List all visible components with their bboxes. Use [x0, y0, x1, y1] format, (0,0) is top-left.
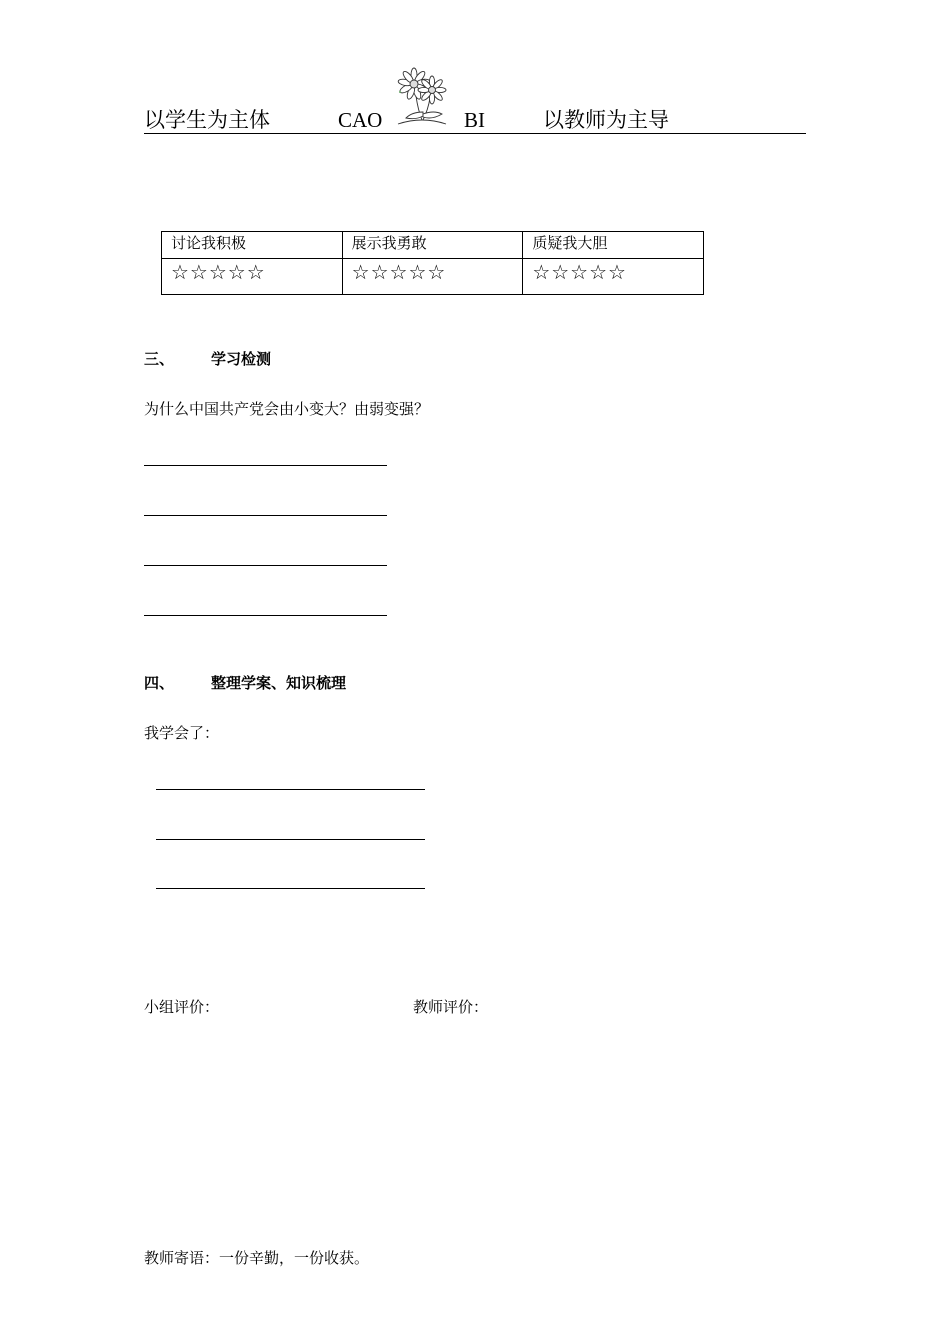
- header-rule: [144, 133, 806, 134]
- answer-line[interactable]: [144, 615, 387, 616]
- table-rating-row: [162, 259, 704, 295]
- answer-line[interactable]: [144, 465, 387, 466]
- answer-line[interactable]: [144, 515, 387, 516]
- teacher-evaluation-label: 教师评价：: [413, 998, 489, 1016]
- daisy-flower-icon: [392, 66, 452, 130]
- section-number: 四、: [144, 674, 175, 692]
- header-cao: CAO: [338, 108, 383, 132]
- star-rating[interactable]: ☆☆☆☆☆: [523, 259, 704, 295]
- header-bi: BI: [464, 108, 485, 132]
- answer-line[interactable]: [156, 888, 425, 889]
- header-right-motto: 以教师为主导: [543, 108, 669, 132]
- star-rating[interactable]: ☆☆☆☆☆: [342, 259, 523, 295]
- section-title: 整理学案、知识梳理: [211, 674, 347, 692]
- group-evaluation-label: 小组评价：: [144, 998, 220, 1016]
- section-number: 三、: [144, 350, 175, 368]
- learned-prompt: 我学会了：: [144, 724, 220, 742]
- teacher-message: 教师寄语：一份辛勤，一份收获。: [144, 1249, 370, 1267]
- section-3-heading: [144, 349, 271, 369]
- section-4-heading: [144, 673, 346, 693]
- answer-line[interactable]: [144, 565, 387, 566]
- table-header-cell: 质疑我大胆: [523, 232, 704, 259]
- answer-line[interactable]: [156, 839, 425, 840]
- self-evaluation-table: [161, 231, 704, 295]
- header-left-motto: 以学生为主体: [144, 108, 270, 132]
- star-rating[interactable]: ☆☆☆☆☆: [162, 259, 343, 295]
- answer-line[interactable]: [156, 789, 425, 790]
- table-header-cell: 讨论我积极: [162, 232, 343, 259]
- table-header-cell: 展示我勇敢: [342, 232, 523, 259]
- table-header-row: [162, 232, 704, 259]
- question-text: 为什么中国共产党会由小变大？由弱变强？: [144, 400, 430, 418]
- section-title: 学习检测: [211, 350, 272, 368]
